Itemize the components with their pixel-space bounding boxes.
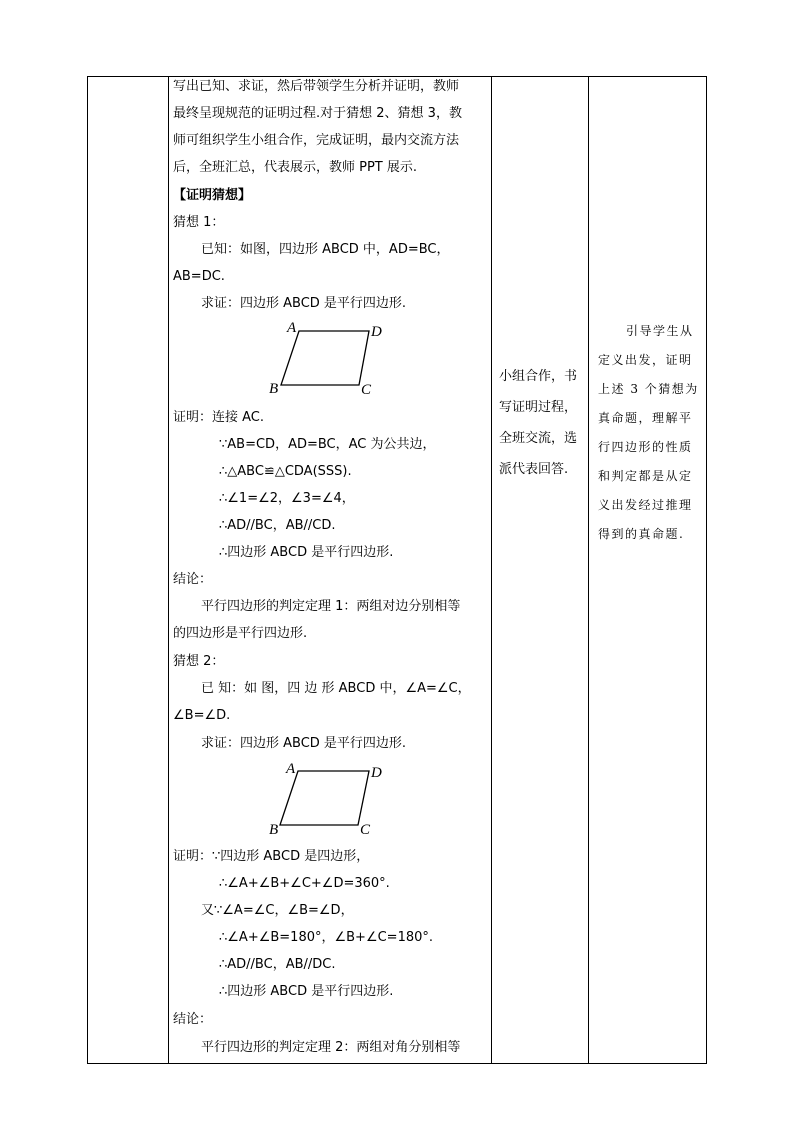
vertex-label-a: A — [287, 320, 297, 336]
proof-line: 证明：连接 AC. — [173, 410, 265, 425]
intent-line: 行四边形的性质 — [598, 440, 693, 454]
design-intent-cell — [590, 317, 706, 549]
intro-line: 后，全班汇总，代表展示，教师 PPT 展示. — [173, 160, 418, 175]
intent-line: 定义出发，证明 — [598, 353, 693, 367]
vertex-label-d: D — [371, 765, 382, 781]
proof-line: ∴∠A+∠B=180°，∠B+∠C=180°. — [219, 930, 434, 945]
guess-2-title: 猜想 2： — [173, 654, 225, 669]
intent-line: 得到的真命题. — [598, 527, 685, 541]
conclusion-label: 结论： — [173, 1012, 213, 1027]
intent-line: 义出发经过推理 — [598, 498, 693, 512]
proof-line: ∴∠1=∠2，∠3=∠4， — [219, 491, 355, 506]
guess-1-prove: 求证：四边形 ABCD 是平行四边形. — [201, 296, 407, 311]
vertex-label-c: C — [361, 382, 372, 398]
vertex-label-b: B — [269, 822, 279, 838]
column-divider — [588, 77, 589, 1063]
guess-1-known: 已知：如图，四边形 ABCD 中，AD=BC， — [201, 242, 450, 257]
parallelogram-shape — [281, 331, 369, 385]
intent-line: 和判定都是从定 — [598, 469, 693, 483]
vertex-label-d: D — [371, 324, 382, 340]
intent-line: 引导学生从 — [626, 324, 694, 338]
proof-line: ∴∠A+∠B+∠C+∠D=360°. — [219, 876, 390, 891]
intent-line: 真命题，理解平 — [598, 411, 693, 425]
proof-line: ∴AD//BC，AB//DC. — [219, 957, 336, 972]
proof-line: ∵AB=CD，AD=BC，AC 为公共边， — [219, 437, 436, 452]
conclusion-label: 结论： — [173, 572, 213, 587]
guess-2-known: 已 知：如 图，四 边 形 ABCD 中，∠A=∠C， — [201, 681, 471, 696]
parallelogram-figure-2 — [258, 758, 382, 842]
vertex-label-a: A — [286, 761, 296, 777]
conclusion-line: 平行四边形的判定定理 1：两组对边分别相等 — [201, 599, 461, 614]
proof-line: ∴△ABC≌△CDA(SSS). — [219, 464, 352, 479]
proof-line: ∴四边形 ABCD 是平行四边形. — [219, 984, 394, 999]
proof-line: ∴AD//BC，AB//CD. — [219, 518, 336, 533]
intro-line: 写出已知、求证，然后带领学生分析并证明，教师 — [173, 79, 460, 94]
activity-line: 写证明过程， — [499, 400, 578, 415]
column-divider — [168, 77, 169, 1063]
proof-line: 证明：∵四边形 ABCD 是四边形， — [173, 849, 370, 864]
proof-line: 又∵∠A=∠C，∠B=∠D， — [201, 903, 354, 918]
guess-2-prove: 求证：四边形 ABCD 是平行四边形. — [201, 736, 407, 751]
lesson-table — [87, 76, 707, 1064]
intro-line: 最终呈现规范的证明过程.对于猜想 2、猜想 3，教 — [173, 106, 462, 121]
vertex-label-c: C — [360, 822, 371, 838]
activity-line: 派代表回答. — [499, 462, 569, 477]
activity-line: 小组合作，书 — [499, 369, 578, 384]
intent-line: 上述 3 个猜想为 — [598, 382, 699, 396]
proof-line: ∴四边形 ABCD 是平行四边形. — [219, 545, 394, 560]
guess-1-title: 猜想 1： — [173, 215, 225, 230]
column-divider — [491, 77, 492, 1063]
conclusion-line: 的四边形是平行四边形. — [173, 626, 308, 641]
parallelogram-figure-1 — [258, 317, 382, 401]
student-activity-cell — [492, 361, 586, 485]
guess-1-known-cont: AB=DC. — [173, 269, 225, 284]
conclusion-line: 平行四边形的判定定理 2：两组对角分别相等 — [201, 1040, 461, 1055]
section-title: 【证明猜想】 — [173, 188, 252, 203]
activity-line: 全班交流，选 — [499, 431, 578, 446]
parallelogram-shape — [280, 771, 369, 825]
intro-line: 师可组织学生小组合作，完成证明，最内交流方法 — [173, 133, 460, 148]
vertex-label-b: B — [269, 381, 279, 397]
guess-2-known-cont: ∠B=∠D. — [173, 708, 231, 723]
